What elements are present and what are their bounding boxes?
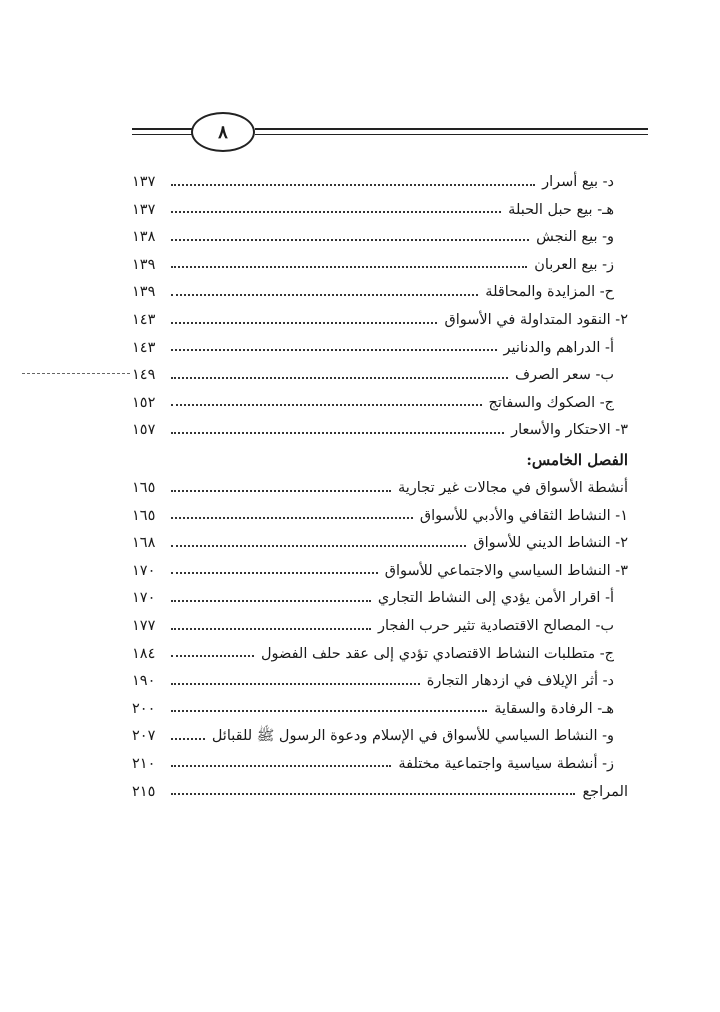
toc-entry: [132, 272, 628, 300]
toc-entry: [132, 410, 628, 438]
toc-leader-dots: [171, 572, 378, 574]
toc-entry: [132, 383, 628, 411]
toc-entry-page: ١٧٠: [132, 590, 156, 607]
toc-entry-page: ١٦٥: [132, 480, 156, 497]
toc-leader-dots: [171, 600, 371, 602]
toc-entry-title: ح- المزايدة والمحاقلة: [485, 284, 614, 301]
header-rule-left-thin: [132, 134, 192, 135]
toc-entry: [132, 744, 628, 772]
page-number: ٨: [191, 112, 255, 152]
toc-leader-dots: [171, 377, 508, 379]
toc-entry-page: ١٩٠: [132, 673, 156, 690]
toc-leader-dots: [171, 184, 535, 186]
toc-entry-title: و- النشاط السياسي للأسواق في الإسلام ودعوة الرسول ﷺ للقبائل: [211, 728, 614, 745]
toc-entry-title: أ- اقرار الأمن يؤدي إلى النشاط التجاري: [377, 590, 614, 607]
toc-entry-title: ز- أنشطة سياسية واجتماعية مختلفة: [398, 755, 614, 772]
toc-entry-title: أ- الدراهم والدنانير: [503, 339, 614, 356]
toc-entry-page: ٢٠٧: [132, 728, 156, 745]
toc-entry: [132, 468, 628, 496]
toc-leader-dots: [171, 404, 482, 406]
toc-entry-title: ج- الصكوك والسفاتج: [488, 394, 614, 411]
toc-entry: [132, 328, 628, 356]
toc-entry-title: ١- النشاط الثقافي والأدبي للأسواق: [419, 507, 628, 524]
toc-entry: [132, 578, 628, 606]
toc-entry-title: د- بيع أسرار: [542, 174, 614, 191]
toc-entry-title: ٢- النقود المتداولة في الأسواق: [444, 312, 628, 329]
toc-entry-page: ١٤٩: [132, 367, 156, 384]
toc-entry: [132, 661, 628, 689]
toc-entry-page: ٢٠٠: [132, 700, 156, 717]
toc-entry-title: ز- بيع العربان: [534, 256, 614, 273]
toc-leader-dots: [171, 266, 527, 268]
toc-entry: [132, 496, 628, 524]
toc-entry-title: هـ- بيع حبل الحبلة: [508, 201, 614, 218]
toc-entry-title: و- بيع النجش: [536, 229, 614, 246]
toc-entry: [132, 551, 628, 579]
toc-entry-title: هـ- الرفادة والسقاية: [494, 700, 614, 717]
header-rule-right: [255, 128, 648, 130]
toc-leader-dots: [171, 211, 501, 213]
header-rule-right-thin: [255, 134, 648, 135]
toc-leader-dots: [171, 738, 205, 740]
toc-leader-dots: [171, 322, 437, 324]
toc-entry-page: ١٣٩: [132, 284, 156, 301]
toc-entry: [132, 523, 628, 551]
toc-entry: [132, 190, 628, 218]
toc-entry-page: ١٨٤: [132, 645, 156, 662]
header-rule-left: [132, 128, 192, 130]
toc-entry-title: ٢- النشاط الديني للأسواق: [473, 535, 628, 552]
toc-entry-page: ٢١٠: [132, 755, 156, 772]
toc-entry: [132, 716, 628, 744]
toc-entry-page: ١٣٧: [132, 174, 156, 191]
toc-entry-title: ٣- النشاط السياسي والاجتماعي للأسواق: [384, 562, 628, 579]
toc-leader-dots: [171, 793, 575, 795]
toc-entry-page: ١٦٥: [132, 507, 156, 524]
toc-leader-dots: [171, 545, 466, 547]
toc-entry-page: ١٧٧: [132, 618, 156, 634]
toc-leader-dots: [171, 710, 487, 712]
toc-entry: [132, 606, 628, 634]
toc-entry-page: ١٤٣: [132, 312, 156, 329]
toc-entry-title: ب- سعر الصرف: [515, 367, 614, 384]
toc-entry-title: ج- متطلبات النشاط الاقتصادي تؤدي إلى عقد حلف الفضول: [260, 645, 614, 662]
toc-entry-title: المراجع: [582, 783, 628, 800]
toc-leader-dots: [171, 349, 497, 351]
toc-entry: [132, 689, 628, 717]
toc-entry-title: ب- المصالح الاقتصادية تثير حرب الفجار: [377, 618, 614, 634]
toc-entry-page: ١٧٠: [132, 562, 156, 579]
toc-entry-page: ١٣٩: [132, 256, 156, 273]
toc-entry-title: أنشطة الأسواق في مجالات غير تجارية: [398, 480, 628, 497]
toc-entry-page: ١٣٨: [132, 229, 156, 246]
table-of-contents: [132, 162, 628, 799]
toc-entry-title: الفصل الخامس:: [526, 450, 628, 469]
toc-entry-title: ٣- الاحتكار والأسعار: [511, 422, 628, 439]
toc-leader-dots: [171, 294, 478, 296]
scan-artifact-line: [22, 373, 130, 374]
toc-leader-dots: [171, 655, 254, 657]
toc-entry-title: د- أثر الإيلاف في ازدهار التجارة: [426, 673, 614, 690]
toc-entry: [132, 162, 628, 190]
toc-entry-page: ٢١٥: [132, 783, 156, 800]
toc-leader-dots: [171, 490, 391, 492]
toc-entry-page: ١٦٨: [132, 535, 156, 552]
toc-entry: [132, 771, 628, 799]
toc-leader-dots: [171, 239, 529, 241]
toc-entry-page: ١٥٢: [132, 394, 156, 411]
toc-entry: [132, 438, 628, 468]
toc-entry: [132, 300, 628, 328]
toc-entry-page: ١٤٣: [132, 339, 156, 356]
toc-leader-dots: [171, 628, 371, 630]
page-header: [0, 0, 720, 160]
toc-entry: [132, 245, 628, 273]
toc-leader-dots: [171, 765, 391, 767]
toc-entry-page: ١٥٧: [132, 422, 156, 439]
toc-leader-dots: [171, 683, 420, 685]
toc-entry-page: ١٣٧: [132, 201, 156, 218]
toc-entry: [132, 217, 628, 245]
toc-entry: [132, 634, 628, 662]
toc-leader-dots: [171, 517, 413, 519]
toc-entry: [132, 355, 628, 383]
toc-leader-dots: [171, 432, 504, 434]
